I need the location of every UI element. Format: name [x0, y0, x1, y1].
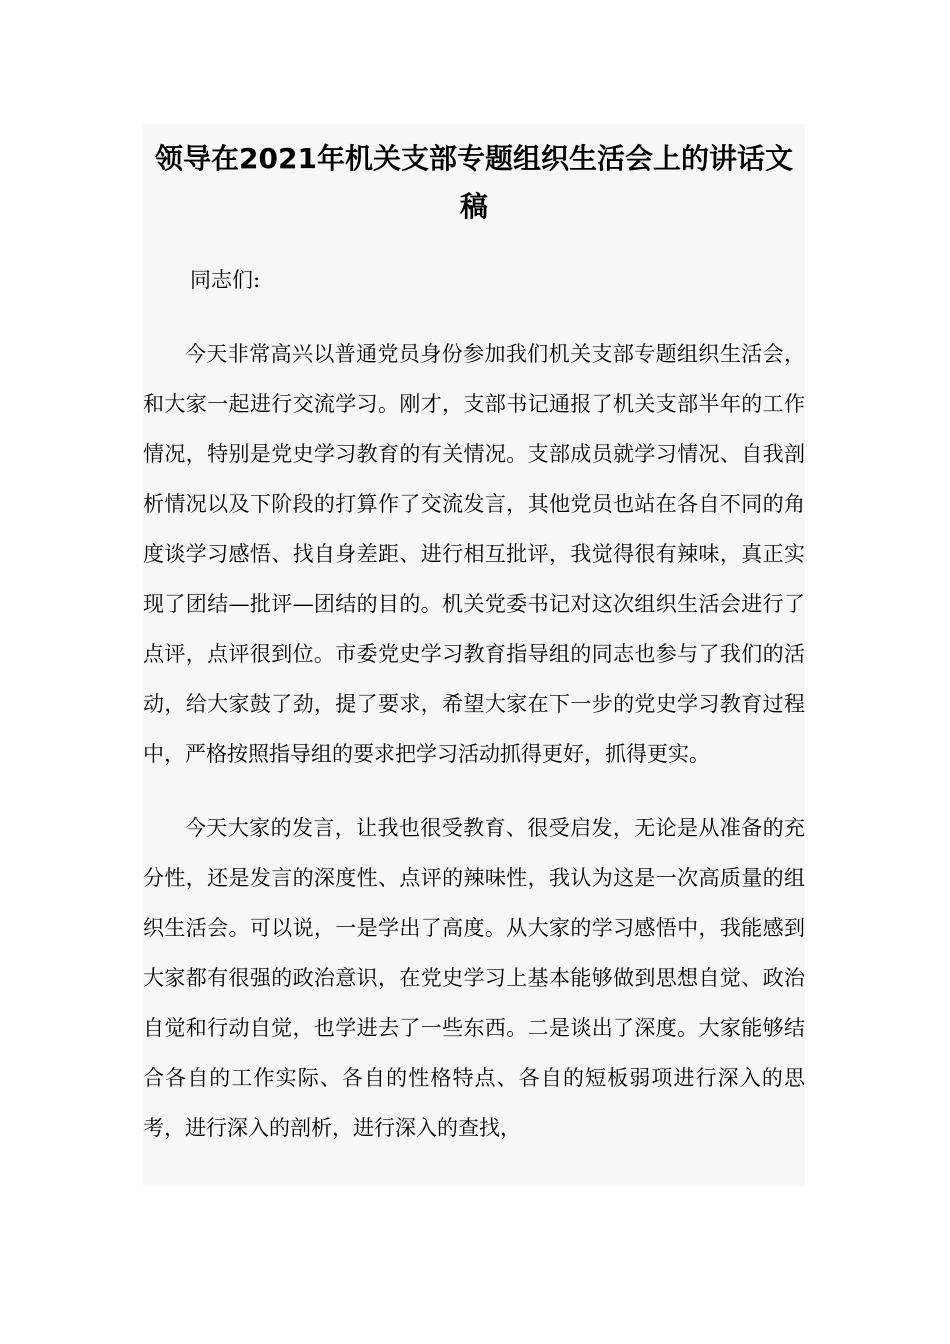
document-body: [143, 124, 805, 1186]
document-title: 领导在2021年机关支部专题组织生活会上的讲话文稿: [155, 142, 793, 223]
salutation: 同志们:: [190, 268, 261, 292]
paragraph-2: 今天大家的发言，让我也很受教育、很受启发，无论是从准备的充分性，还是发言的深度性、点评的辣味性，我认为这是一次高质量的组织生活会。可以说，一是学出了高度。从大家的学习感悟中，我能感到大家都有很强的政治意识，在党史学习上基本能够做到思想自觉、政治自觉和行动自觉，也学进去了一些东西。二是谈出了深度。大家能够结合各自的工作实际、各自的性格特点、各自的短板弱项进行深入的思考，进行深入的剖析，进行深入的查找，: [143, 816, 805, 1140]
paragraph-1: 今天非常高兴以普通党员身份参加我们机关支部专题组织生活会，和大家一起进行交流学习。刚才，支部书记通报了机关支部半年的工作情况，特别是党史学习教育的有关情况。支部成员就学习情况、自我剖析情况以及下阶段的打算作了交流发言，其他党员也站在各自不同的角度谈学习感悟、找自身差距、进行相互批评，我觉得很有辣味，真正实现了团结—批评—团结的目的。机关党委书记对这次组织生活会进行了点评，点评很到位。市委党史学习教育指导组的同志也参与了我们的活动，给大家鼓了劲，提了要求，希望大家在下一步的党史学习教育过程中，严格按照指导组的要求把学习活动抓得更好，抓得更实。: [143, 342, 805, 766]
